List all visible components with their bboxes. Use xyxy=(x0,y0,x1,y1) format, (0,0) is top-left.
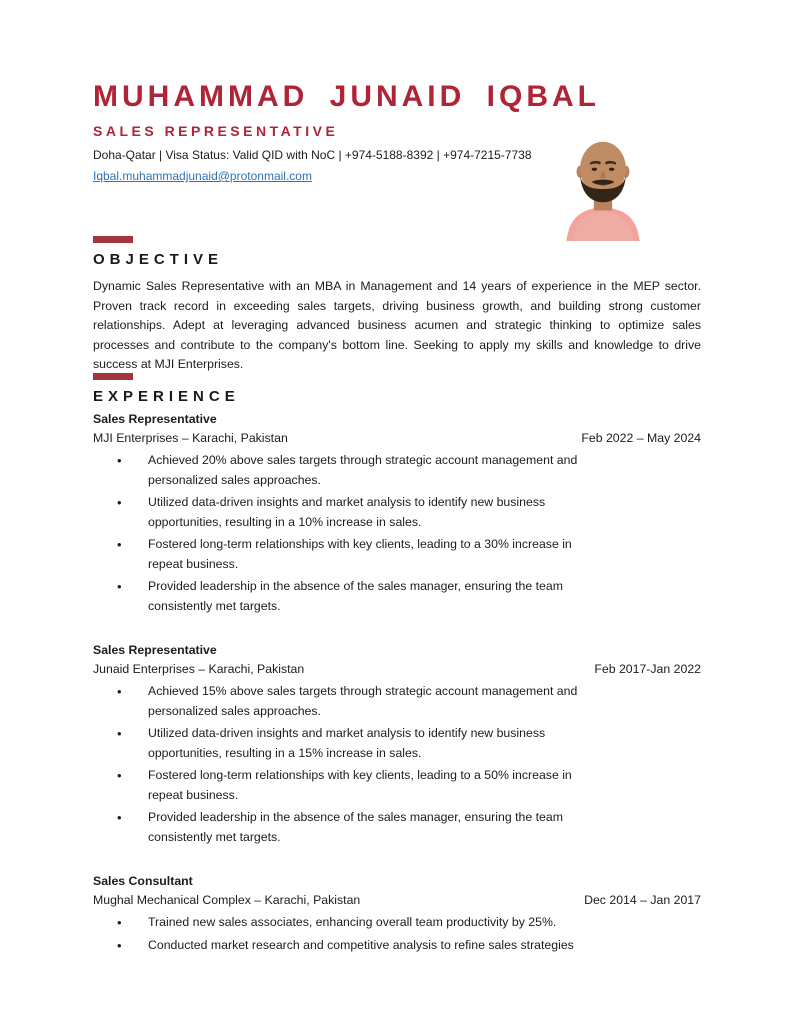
section-accent-bar xyxy=(93,373,133,380)
section-accent-bar xyxy=(93,236,133,243)
job-entry xyxy=(93,641,701,847)
job-meta-row xyxy=(93,660,701,679)
job-company: Junaid Enterprises – Karachi, Pakistan xyxy=(93,662,305,676)
job-bullet-list xyxy=(115,682,593,847)
profile-photo xyxy=(561,131,645,241)
job-title: Sales Representative xyxy=(93,412,217,426)
job-meta-row xyxy=(93,891,701,910)
job-bullet: • Trained new sales associates, enhancing overall team productivity by 25%. xyxy=(115,913,593,933)
email-link[interactable]: Iqbal.muhammadjunaid@protonmail.com xyxy=(93,169,312,183)
job-bullet: • Provided leadership in the absence of the sales manager, ensuring the team consistently met targets. xyxy=(115,577,593,616)
job-bullet: • Fostered long-term relationships with key clients, leading to a 50% increase in repeat business. xyxy=(115,766,593,805)
job-bullet: • Conducted market research and competitive analysis to refine sales strategies xyxy=(115,936,593,956)
job-title: Sales Representative xyxy=(93,643,217,657)
job-bullet: • Provided leadership in the absence of the sales manager, ensuring the team consistently met targets. xyxy=(115,808,593,847)
job-title: Sales Consultant xyxy=(93,874,193,888)
job-dates: Feb 2022 – May 2024 xyxy=(581,431,701,445)
job-bullet: • Utilized data-driven insights and market analysis to identify new business opportunities, resulting in a 15% increase in sales. xyxy=(115,724,593,763)
job-bullet: • Achieved 20% above sales targets through strategic account management and personalized sales approaches. xyxy=(115,451,593,490)
person-name: MUHAMMAD JUNAID IQBAL xyxy=(93,80,600,113)
job-entry xyxy=(93,872,701,955)
job-dates: Feb 2017-Jan 2022 xyxy=(594,662,701,676)
jobs-list xyxy=(93,410,701,955)
contact-line: Doha-Qatar | Visa Status: Valid QID with NoC | +974-5188-8392 | +974-7215-7738 xyxy=(93,148,532,162)
job-bullet: • Utilized data-driven insights and market analysis to identify new business opportunities, resulting in a 10% increase in sales. xyxy=(115,493,593,532)
experience-section xyxy=(93,373,701,955)
objective-text: Dynamic Sales Representative with an MBA in Management and 14 years of experience in the MEP sector. Proven track record in exceeding sales targets, driving business growth, and building strong customer relationships. Adept at leveraging advanced business acumen and strategic thinking to optimize sales processes and contribute to the company's bottom line. Seeking to apply my skills and knowledge to drive success at MJI Enterprises. xyxy=(93,279,701,371)
job-bullet: • Achieved 15% above sales targets through strategic account management and personalized sales approaches. xyxy=(115,682,593,721)
job-company: Mughal Mechanical Complex – Karachi, Pakistan xyxy=(93,893,361,907)
job-bullet: • Fostered long-term relationships with key clients, leading to a 30% increase in repeat business. xyxy=(115,535,593,574)
objective-section xyxy=(93,236,701,375)
experience-heading: EXPERIENCE xyxy=(93,388,240,405)
job-role-heading: SALES REPRESENTATIVE xyxy=(93,123,339,139)
job-bullet-list xyxy=(115,913,593,955)
job-meta-row xyxy=(93,429,701,448)
job-company: MJI Enterprises – Karachi, Pakistan xyxy=(93,431,288,445)
job-bullet-list xyxy=(115,451,593,616)
objective-heading: OBJECTIVE xyxy=(93,251,224,268)
job-dates: Dec 2014 – Jan 2017 xyxy=(584,893,701,907)
job-entry xyxy=(93,410,701,616)
profile-photo-illustration xyxy=(561,131,645,241)
